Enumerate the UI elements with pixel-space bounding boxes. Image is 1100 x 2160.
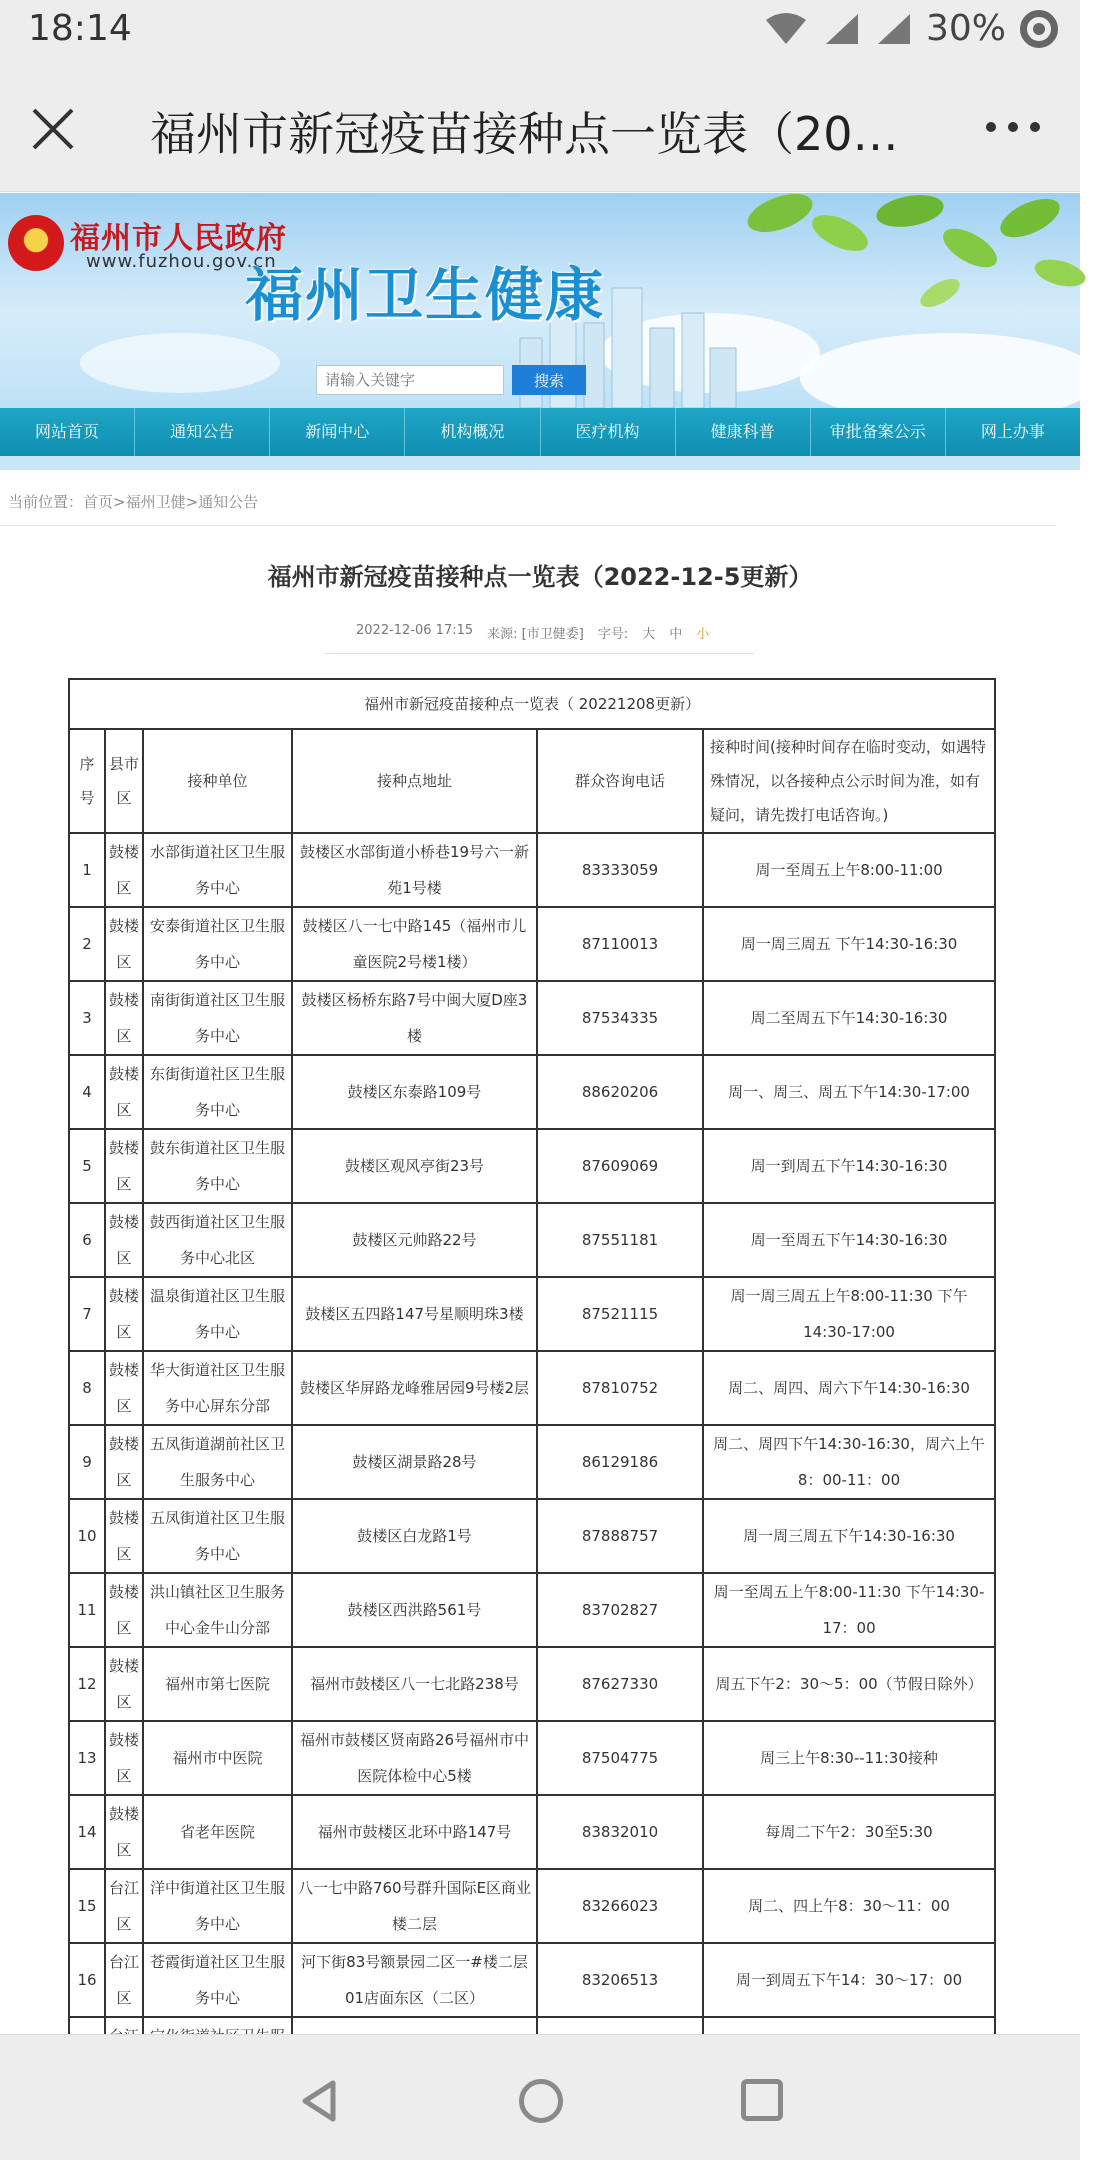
cell-unit: 水部街道社区卫生服务中心: [143, 833, 292, 907]
table-row: [69, 1943, 995, 2017]
cell-unit: 五凤街道湖前社区卫生服务中心: [143, 1425, 292, 1499]
close-icon[interactable]: [30, 106, 76, 152]
more-menu-icon[interactable]: [986, 122, 1040, 132]
cell-index: 4: [69, 1055, 105, 1129]
nav-home[interactable]: 网站首页: [0, 408, 135, 456]
cell-unit: 温泉街道社区卫生服务中心: [143, 1277, 292, 1351]
cell-time: 周一至周五上午8:00-11:30 下午14:30-17：00: [703, 1573, 995, 1647]
nav-news[interactable]: 新闻中心: [270, 408, 405, 456]
cell-time: 周五下午2：30～5：00（节假日除外）: [703, 1647, 995, 1721]
site-title: 福州卫生健康: [245, 261, 606, 329]
cell-address: 福州市鼓楼区八一七北路238号: [292, 1647, 537, 1721]
browser-title-bar: [0, 64, 1080, 192]
article-date: 2022-12-06 17:15: [356, 623, 474, 638]
cell-address: 鼓楼区白龙路1号: [292, 1499, 537, 1573]
font-size-medium[interactable]: 中: [669, 627, 683, 642]
cell-address: 福州市鼓楼区北环中路147号: [292, 1795, 537, 1869]
cell-index: 8: [69, 1351, 105, 1425]
gov-url: www.fuzhou.gov.cn: [86, 251, 277, 272]
cell-district: 鼓楼区: [105, 1425, 143, 1499]
status-time: 18:14: [28, 8, 132, 49]
table-row: [69, 1203, 995, 1277]
cell-time: 周一至周五上午8:00-11:00: [703, 833, 995, 907]
search-button[interactable]: 搜索: [512, 365, 586, 395]
cell-phone: 87521115: [537, 1277, 703, 1351]
cell-index: 6: [69, 1203, 105, 1277]
cell-time: 周二、周四下午14:30-16:30，周六上午8：00-11：00: [703, 1425, 995, 1499]
cell-address: 鼓楼区杨桥东路7号中闽大厦D座3楼: [292, 981, 537, 1055]
cell-time: 周一到周五下午14:30-16:30: [703, 1129, 995, 1203]
cell-phone: 87888757: [537, 1499, 703, 1573]
cell-index: 14: [69, 1795, 105, 1869]
cell-time: 周一周三周五上午8:00-11:30 下午14:30-17:00: [703, 1277, 995, 1351]
home-icon[interactable]: [519, 2079, 563, 2123]
cell-time: 周二至周五下午14:30-16:30: [703, 981, 995, 1055]
article-title: 福州市新冠疫苗接种点一览表（2022-12-5更新）: [267, 563, 813, 591]
cell-district: 鼓楼区: [105, 1721, 143, 1795]
table-header-row: [69, 729, 995, 833]
cell-index: 15: [69, 1869, 105, 1943]
cell-index: 7: [69, 1277, 105, 1351]
cell-phone: 87810752: [537, 1351, 703, 1425]
page-title: 福州市新冠疫苗接种点一览表（20…: [150, 107, 899, 161]
table-caption: 福州市新冠疫苗接种点一览表（ 20221208更新）: [69, 679, 995, 729]
cell-unit: 福州市中医院: [143, 1721, 292, 1795]
cell-address: 鼓楼区华屏路龙峰雅居园9号楼2层: [292, 1351, 537, 1425]
cell-unit: 洪山镇社区卫生服务中心金牛山分部: [143, 1573, 292, 1647]
cell-phone: 87551181: [537, 1203, 703, 1277]
cell-address: 鼓楼区东泰路109号: [292, 1055, 537, 1129]
leaves-decoration: [720, 193, 1080, 408]
system-nav-bar: [0, 2034, 1080, 2160]
cell-address: 鼓楼区观风亭街23号: [292, 1129, 537, 1203]
cell-unit: 鼓西街道社区卫生服务中心北区: [143, 1203, 292, 1277]
cell-phone: 87534335: [537, 981, 703, 1055]
cell-index: 1: [69, 833, 105, 907]
cell-district: 鼓楼区: [105, 1351, 143, 1425]
cell-index: 13: [69, 1721, 105, 1795]
cell-district: 鼓楼区: [105, 1573, 143, 1647]
cell-address: 福州市鼓楼区贤南路26号福州市中医院体检中心5楼: [292, 1721, 537, 1795]
cell-index: 9: [69, 1425, 105, 1499]
cell-phone: 83832010: [537, 1795, 703, 1869]
cell-time: 周一周三周五下午14:30-16:30: [703, 1499, 995, 1573]
cell-address: 鼓楼区湖景路28号: [292, 1425, 537, 1499]
cell-unit: 东街街道社区卫生服务中心: [143, 1055, 292, 1129]
font-size-small[interactable]: 小: [696, 627, 710, 642]
cell-time: 周二、四上午8：30～11：00: [703, 1869, 995, 1943]
table-row: [69, 907, 995, 981]
header-index: 序号: [69, 729, 105, 833]
font-size-large[interactable]: 大: [642, 627, 656, 642]
cell-address: 鼓楼区五四路147号星顺明珠3楼: [292, 1277, 537, 1351]
cell-address: 鼓楼区西洪路561号: [292, 1573, 537, 1647]
cell-address: 鼓楼区元帅路22号: [292, 1203, 537, 1277]
status-bar: [0, 0, 1080, 64]
nav-approvals[interactable]: 审批备案公示: [811, 408, 946, 456]
cell-district: 鼓楼区: [105, 833, 143, 907]
cell-time: 周一、周三、周五下午14:30-17:00: [703, 1055, 995, 1129]
back-icon[interactable]: [297, 2079, 341, 2123]
cell-time: 每周二下午2：30至5:30: [703, 1795, 995, 1869]
cell-district: 鼓楼区: [105, 907, 143, 981]
battery-percent: 30%: [925, 8, 1006, 49]
cell-unit: 华大街道社区卫生服务中心屏东分部: [143, 1351, 292, 1425]
site-banner: [0, 193, 1080, 408]
breadcrumb[interactable]: 当前位置：首页>福州卫健>通知公告: [8, 493, 259, 511]
cell-phone: 87110013: [537, 907, 703, 981]
cell-phone: 87609069: [537, 1129, 703, 1203]
cell-index: 5: [69, 1129, 105, 1203]
table-row: [69, 833, 995, 907]
cell-phone: 87504775: [537, 1721, 703, 1795]
table-row: [69, 1277, 995, 1351]
cell-index: 2: [69, 907, 105, 981]
table-row: [69, 1055, 995, 1129]
cell-index: 12: [69, 1647, 105, 1721]
table-row: [69, 981, 995, 1055]
cell-district: 鼓楼区: [105, 1055, 143, 1129]
cell-phone: 87627330: [537, 1647, 703, 1721]
nav-health-science[interactable]: 健康科普: [676, 408, 811, 456]
cell-address: 八一七中路760号群升国际E区商业楼二层: [292, 1869, 537, 1943]
cell-index: 3: [69, 981, 105, 1055]
cell-index: 16: [69, 1943, 105, 2017]
nav-notices[interactable]: 通知公告: [135, 408, 270, 456]
table-row: [69, 1425, 995, 1499]
table-row: [69, 1795, 995, 1869]
signal-icon: [822, 12, 860, 46]
cell-address: 鼓楼区八一七中路145（福州市儿童医院2号楼1楼）: [292, 907, 537, 981]
cell-address: 鼓楼区水部街道小桥巷19号六一新苑1号楼: [292, 833, 537, 907]
status-icons: [764, 8, 1058, 49]
header-address: 接种点地址: [292, 729, 537, 833]
cell-district: 台江区: [105, 1943, 143, 2017]
cell-district: 鼓楼区: [105, 1129, 143, 1203]
search-input[interactable]: [316, 365, 504, 395]
nav-about[interactable]: 机构概况: [405, 408, 540, 456]
web-content[interactable]: [0, 193, 1080, 2033]
article-source: 来源: [市卫健委]: [487, 627, 584, 642]
gov-name: 福州市人民政府: [70, 221, 287, 256]
cell-time: 周一到周五下午14：30～17：00: [703, 1943, 995, 2017]
table-row: [69, 1129, 995, 1203]
cell-time: 周二、周四、周六下午14:30-16:30: [703, 1351, 995, 1425]
cell-phone: 86129186: [537, 1425, 703, 1499]
cell-phone: 83206513: [537, 1943, 703, 2017]
cell-district: 鼓楼区: [105, 1647, 143, 1721]
cell-district: 鼓楼区: [105, 1499, 143, 1573]
cell-time: 周一至周五下午14:30-16:30: [703, 1203, 995, 1277]
header-phone: 群众咨询电话: [537, 729, 703, 833]
table-row: [69, 1869, 995, 1943]
divider: [324, 653, 754, 654]
table-row: [69, 1647, 995, 1721]
article-meta: [356, 623, 709, 642]
cell-district: 鼓楼区: [105, 1795, 143, 1869]
table-row: [69, 1721, 995, 1795]
table-caption-row: [69, 679, 995, 729]
cell-unit: 省老年医院: [143, 1795, 292, 1869]
site-nav: [0, 408, 1080, 456]
recent-apps-icon[interactable]: [741, 2079, 783, 2121]
nav-underline: [0, 456, 1080, 470]
cell-district: 鼓楼区: [105, 1277, 143, 1351]
nav-hospitals[interactable]: 医疗机构: [541, 408, 676, 456]
cell-unit: 福州市第七医院: [143, 1647, 292, 1721]
cell-unit: 苍霞街道社区卫生服务中心: [143, 1943, 292, 2017]
cell-address: 河下街83号额景园二区一#楼二层01店面东区（二区）: [292, 1943, 537, 2017]
table-row: [69, 1499, 995, 1573]
nav-online-services[interactable]: 网上办事: [980, 422, 1045, 441]
table-row: [69, 1351, 995, 1425]
cell-phone: 83333059: [537, 833, 703, 907]
national-emblem-icon: [8, 215, 64, 271]
cell-district: 鼓楼区: [105, 981, 143, 1055]
cell-index: 10: [69, 1499, 105, 1573]
table-row: [69, 1573, 995, 1647]
cell-phone: 88620206: [537, 1055, 703, 1129]
cell-district: 鼓楼区: [105, 1203, 143, 1277]
header-unit: 接种单位: [143, 729, 292, 833]
cell-time: 周一周三周五 下午14:30-16:30: [703, 907, 995, 981]
wifi-icon: [764, 12, 808, 46]
header-time: 接种时间(接种时间存在临时变动，如遇特殊情况，以各接种点公示时间为准，如有疑问，请先拨打电话咨询。): [703, 729, 995, 833]
font-size-label: 字号:: [597, 627, 629, 642]
cell-unit: 鼓东街道社区卫生服务中心: [143, 1129, 292, 1203]
cell-unit: 洋中街道社区卫生服务中心: [143, 1869, 292, 1943]
cell-unit: 南街街道社区卫生服务中心: [143, 981, 292, 1055]
cell-time: 周三上午8:30--11:30接种: [703, 1721, 995, 1795]
signal-icon-2: [874, 12, 912, 46]
header-district: 县市区: [105, 729, 143, 833]
vaccination-table-wrap: [68, 678, 994, 2092]
cell-unit: 五凤街道社区卫生服务中心: [143, 1499, 292, 1573]
sync-icon: [1020, 10, 1058, 48]
cell-unit: 安泰街道社区卫生服务中心: [143, 907, 292, 981]
vaccination-table: [68, 678, 996, 2092]
cell-phone: 83702827: [537, 1573, 703, 1647]
cell-district: 台江区: [105, 1869, 143, 1943]
cell-index: 11: [69, 1573, 105, 1647]
divider: [0, 525, 1056, 526]
cell-phone: 83266023: [537, 1869, 703, 1943]
